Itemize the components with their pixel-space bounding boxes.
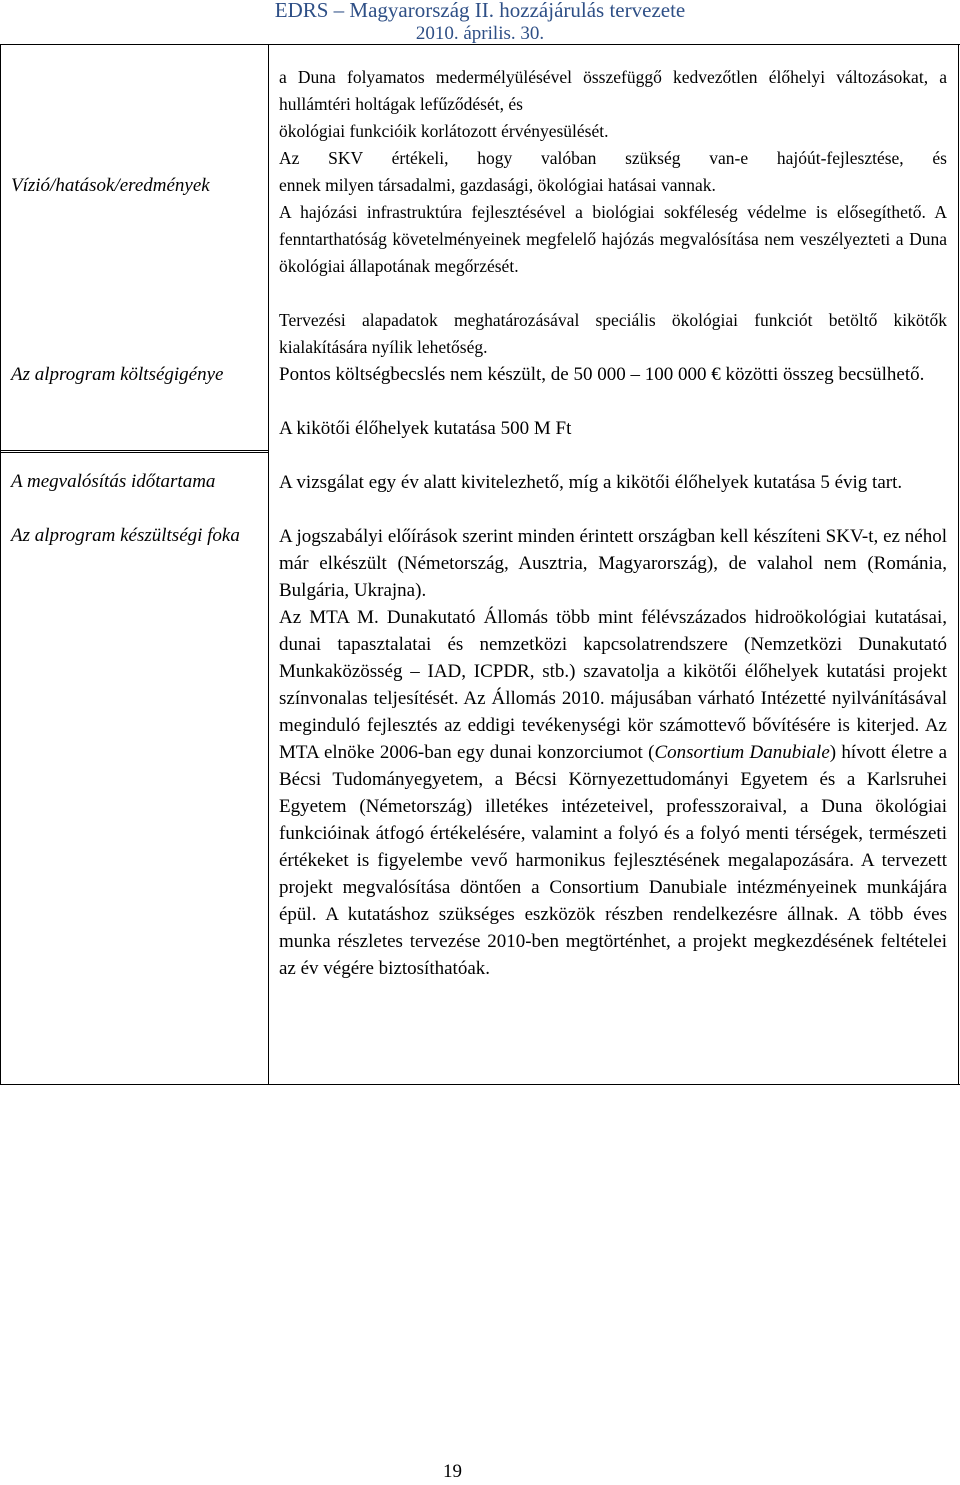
vision-text-5: A hajózási infrastruktúra fejlesztésével a biológiai sokféleség védelme is elősegíthető. A fenntarthatóság követelményeinek megfelelő hajózás megvalósítása nem veszélyezteti a Duna ökológiai állapotának megőrzését.	[279, 202, 947, 276]
row-divider-2	[0, 452, 269, 453]
vision-text-4: ennek milyen társadalmi, gazdasági, ökológiai hatásai vannak.	[279, 175, 716, 195]
column-divider	[268, 44, 269, 1085]
vision-text-2: ökológiai funkcióik korlátozott érvényesülését.	[279, 121, 609, 141]
cost-estimate: Pontos költségbecslés nem készült, de 50 000 – 100 000 € közötti összeg becsülhető.	[279, 364, 925, 385]
readiness-text-2b: ) hívott életre a Bécsi Tudományegyetem, a Bécsi Környezettudományi Egyetem és a Karlsruhei Egyetem (Németország) illetékes intézeteivel, professzoraival, a Duna ökológiai funkcióinak átfogó értékelésére, valamint a folyó és a folyó menti térségek, természeti értékeket is figyelembe vevő harmonikus fejlesztésének megalapozására. A tervezett projekt megvalósítása döntően a Consortium Danubiale intézményeinek munkájára épül. A kutatáshoz szükséges eszközök részben rendelkezésre állnak. A több éves munka részletes tervezése 2010-ben megtörténhet, a projekt megkezdésének feltételei az év végére biztosíthatóak.	[279, 742, 948, 979]
vision-text-1: a Duna folyamatos medermélyülésével összefüggő kedvezőtlen élőhelyi változásokat, a hullámtéri holtágak lefűződését, és	[279, 67, 947, 114]
table-border-top	[0, 44, 960, 45]
label-readiness: Az alprogram készültségi foka	[11, 525, 240, 546]
cost-port-research: A kikötői élőhelyek kutatása 500 M Ft	[279, 418, 572, 439]
readiness-text-2a: Az MTA M. Dunakutató Állomás több mint félévszázados hidroökológiai kutatásai, dunai tapasztalatai és nemzetközi kapcsolatrendszere (Nemzetközi Dunakutató Munkaközösség – IAD, ICPDR, stb.) szavatolja a kikötői élőhelyek kutatási projekt színvonalas teljesítését. Az Állomás 2010. májusában várható Intézetté nyilvánításával meginduló fejlesztés az eddigi tevékenységi kör számottevő bővítésére is kiterjed. Az MTA elnöke 2006-ban egy dunai konzorciumot (	[279, 607, 947, 763]
table-border-left	[0, 44, 1, 1085]
table-border-bottom	[0, 1084, 960, 1085]
vision-text-6: Tervezési alapadatok meghatározásával speciális ökológiai funkciót betöltő kikötők kialakítására nyílik lehetőség.	[279, 310, 947, 357]
label-vision: Vízió/hatások/eredmények	[11, 175, 210, 196]
vision-text-3: Az SKV értékeli, hogy valóban szükség van-e hajóút-fejlesztése, és	[279, 148, 947, 168]
header-date: 2010. április. 30.	[415, 23, 545, 44]
header-title: EDRS – Magyarország II. hozzájárulás tervezete	[274, 0, 686, 22]
table-border-right	[958, 44, 959, 1085]
row-divider-1	[0, 450, 269, 451]
consortium-name: Consortium Danubiale	[654, 742, 830, 763]
page-number: 19	[443, 1461, 462, 1482]
label-duration: A megvalósítás időtartama	[11, 471, 216, 492]
readiness-text-2	[279, 604, 947, 982]
label-cost: Az alprogram költségigénye	[11, 364, 224, 385]
duration-text: A vizsgálat egy év alatt kivitelezhető, míg a kikötői élőhelyek kutatása 5 évig tart.	[279, 472, 903, 493]
readiness-text-1: A jogszabályi előírások szerint minden érintett országban kell készíteni SKV-t, ez néhol már elkészült (Németország, Ausztria, Magyarország), de valahol nem (Románia, Bulgária, Ukrajna).	[279, 526, 947, 601]
